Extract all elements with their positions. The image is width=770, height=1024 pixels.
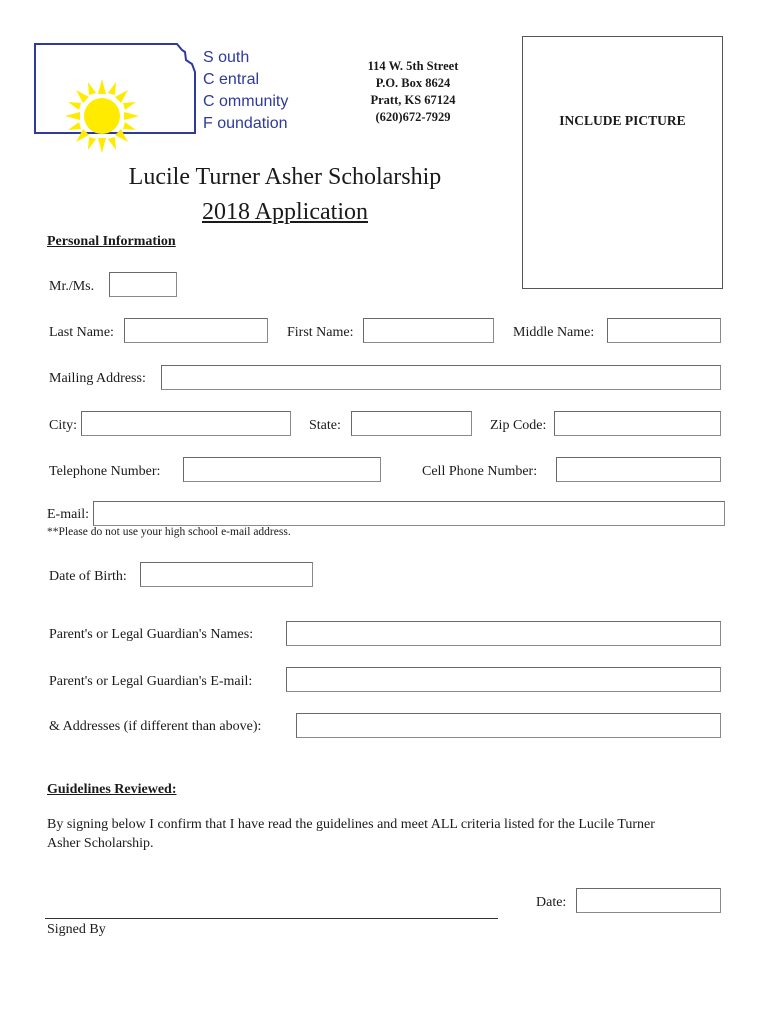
address-po-box: P.O. Box 8624: [375, 76, 451, 90]
guardian-names-label: Parent's or Legal Guardian's Names:: [49, 627, 254, 642]
mailing-address-label: Mailing Address:: [49, 371, 146, 386]
address-city: Pratt, KS 67124: [370, 93, 456, 107]
city-field[interactable]: [81, 411, 291, 436]
logo-line-4: F oundation: [203, 115, 288, 132]
foundation-logo: [32, 40, 289, 138]
middle-name-field[interactable]: [607, 318, 721, 343]
guidelines-statement-line-1: By signing below I confirm that I have read the guidelines and meet ALL criteria listed for the Lucile Turner: [47, 817, 655, 832]
date-of-birth-field[interactable]: [140, 562, 313, 587]
picture-box[interactable]: [522, 36, 723, 289]
date-of-birth-label: Date of Birth:: [49, 569, 127, 584]
email-note: **Please do not use your high school e-mail address.: [47, 526, 291, 538]
picture-box-label: INCLUDE PICTURE: [559, 113, 686, 128]
logo-line-1: S outh: [203, 49, 250, 66]
date-label: Date:: [536, 895, 567, 910]
sun-icon: [62, 76, 142, 156]
guardian-addresses-label: & Addresses (if different than above):: [49, 719, 262, 734]
zip-code-label: Zip Code:: [490, 418, 547, 433]
middle-name-label: Middle Name:: [513, 325, 595, 340]
state-label: State:: [309, 418, 341, 433]
telephone-field[interactable]: [183, 457, 381, 482]
email-field[interactable]: [93, 501, 725, 526]
title-label: Mr./Ms.: [49, 279, 95, 294]
section-heading-guidelines: Guidelines Reviewed:: [47, 782, 177, 797]
first-name-label: First Name:: [287, 325, 354, 340]
first-name-field[interactable]: [363, 318, 494, 343]
date-field[interactable]: [576, 888, 721, 913]
signature-line[interactable]: [45, 918, 498, 919]
logo-line-3: C ommunity: [203, 93, 289, 110]
cell-phone-label: Cell Phone Number:: [422, 464, 538, 479]
title-field[interactable]: [109, 272, 177, 297]
zip-code-field[interactable]: [554, 411, 721, 436]
telephone-label: Telephone Number:: [49, 464, 161, 479]
email-label: E-mail:: [47, 507, 89, 522]
guardian-names-field[interactable]: [286, 621, 721, 646]
state-field[interactable]: [351, 411, 472, 436]
address-phone: (620)672-7929: [375, 110, 451, 124]
mailing-address-field[interactable]: [161, 365, 721, 390]
page-title: Lucile Turner Asher Scholarship: [128, 164, 442, 190]
last-name-label: Last Name:: [49, 325, 114, 340]
cell-phone-field[interactable]: [556, 457, 721, 482]
guardian-email-field[interactable]: [286, 667, 721, 692]
guardian-email-label: Parent's or Legal Guardian's E-mail:: [49, 674, 253, 689]
page-subtitle: 2018 Application: [202, 199, 368, 225]
last-name-field[interactable]: [124, 318, 268, 343]
section-heading-personal: Personal Information: [47, 234, 176, 249]
guardian-addresses-field[interactable]: [296, 713, 721, 738]
address-street: 114 W. 5th Street: [367, 59, 459, 73]
logo-line-2: C entral: [203, 71, 260, 88]
city-label: City:: [49, 418, 78, 433]
signed-by-label: Signed By: [47, 922, 106, 937]
guidelines-statement-line-2: Asher Scholarship.: [47, 836, 154, 851]
